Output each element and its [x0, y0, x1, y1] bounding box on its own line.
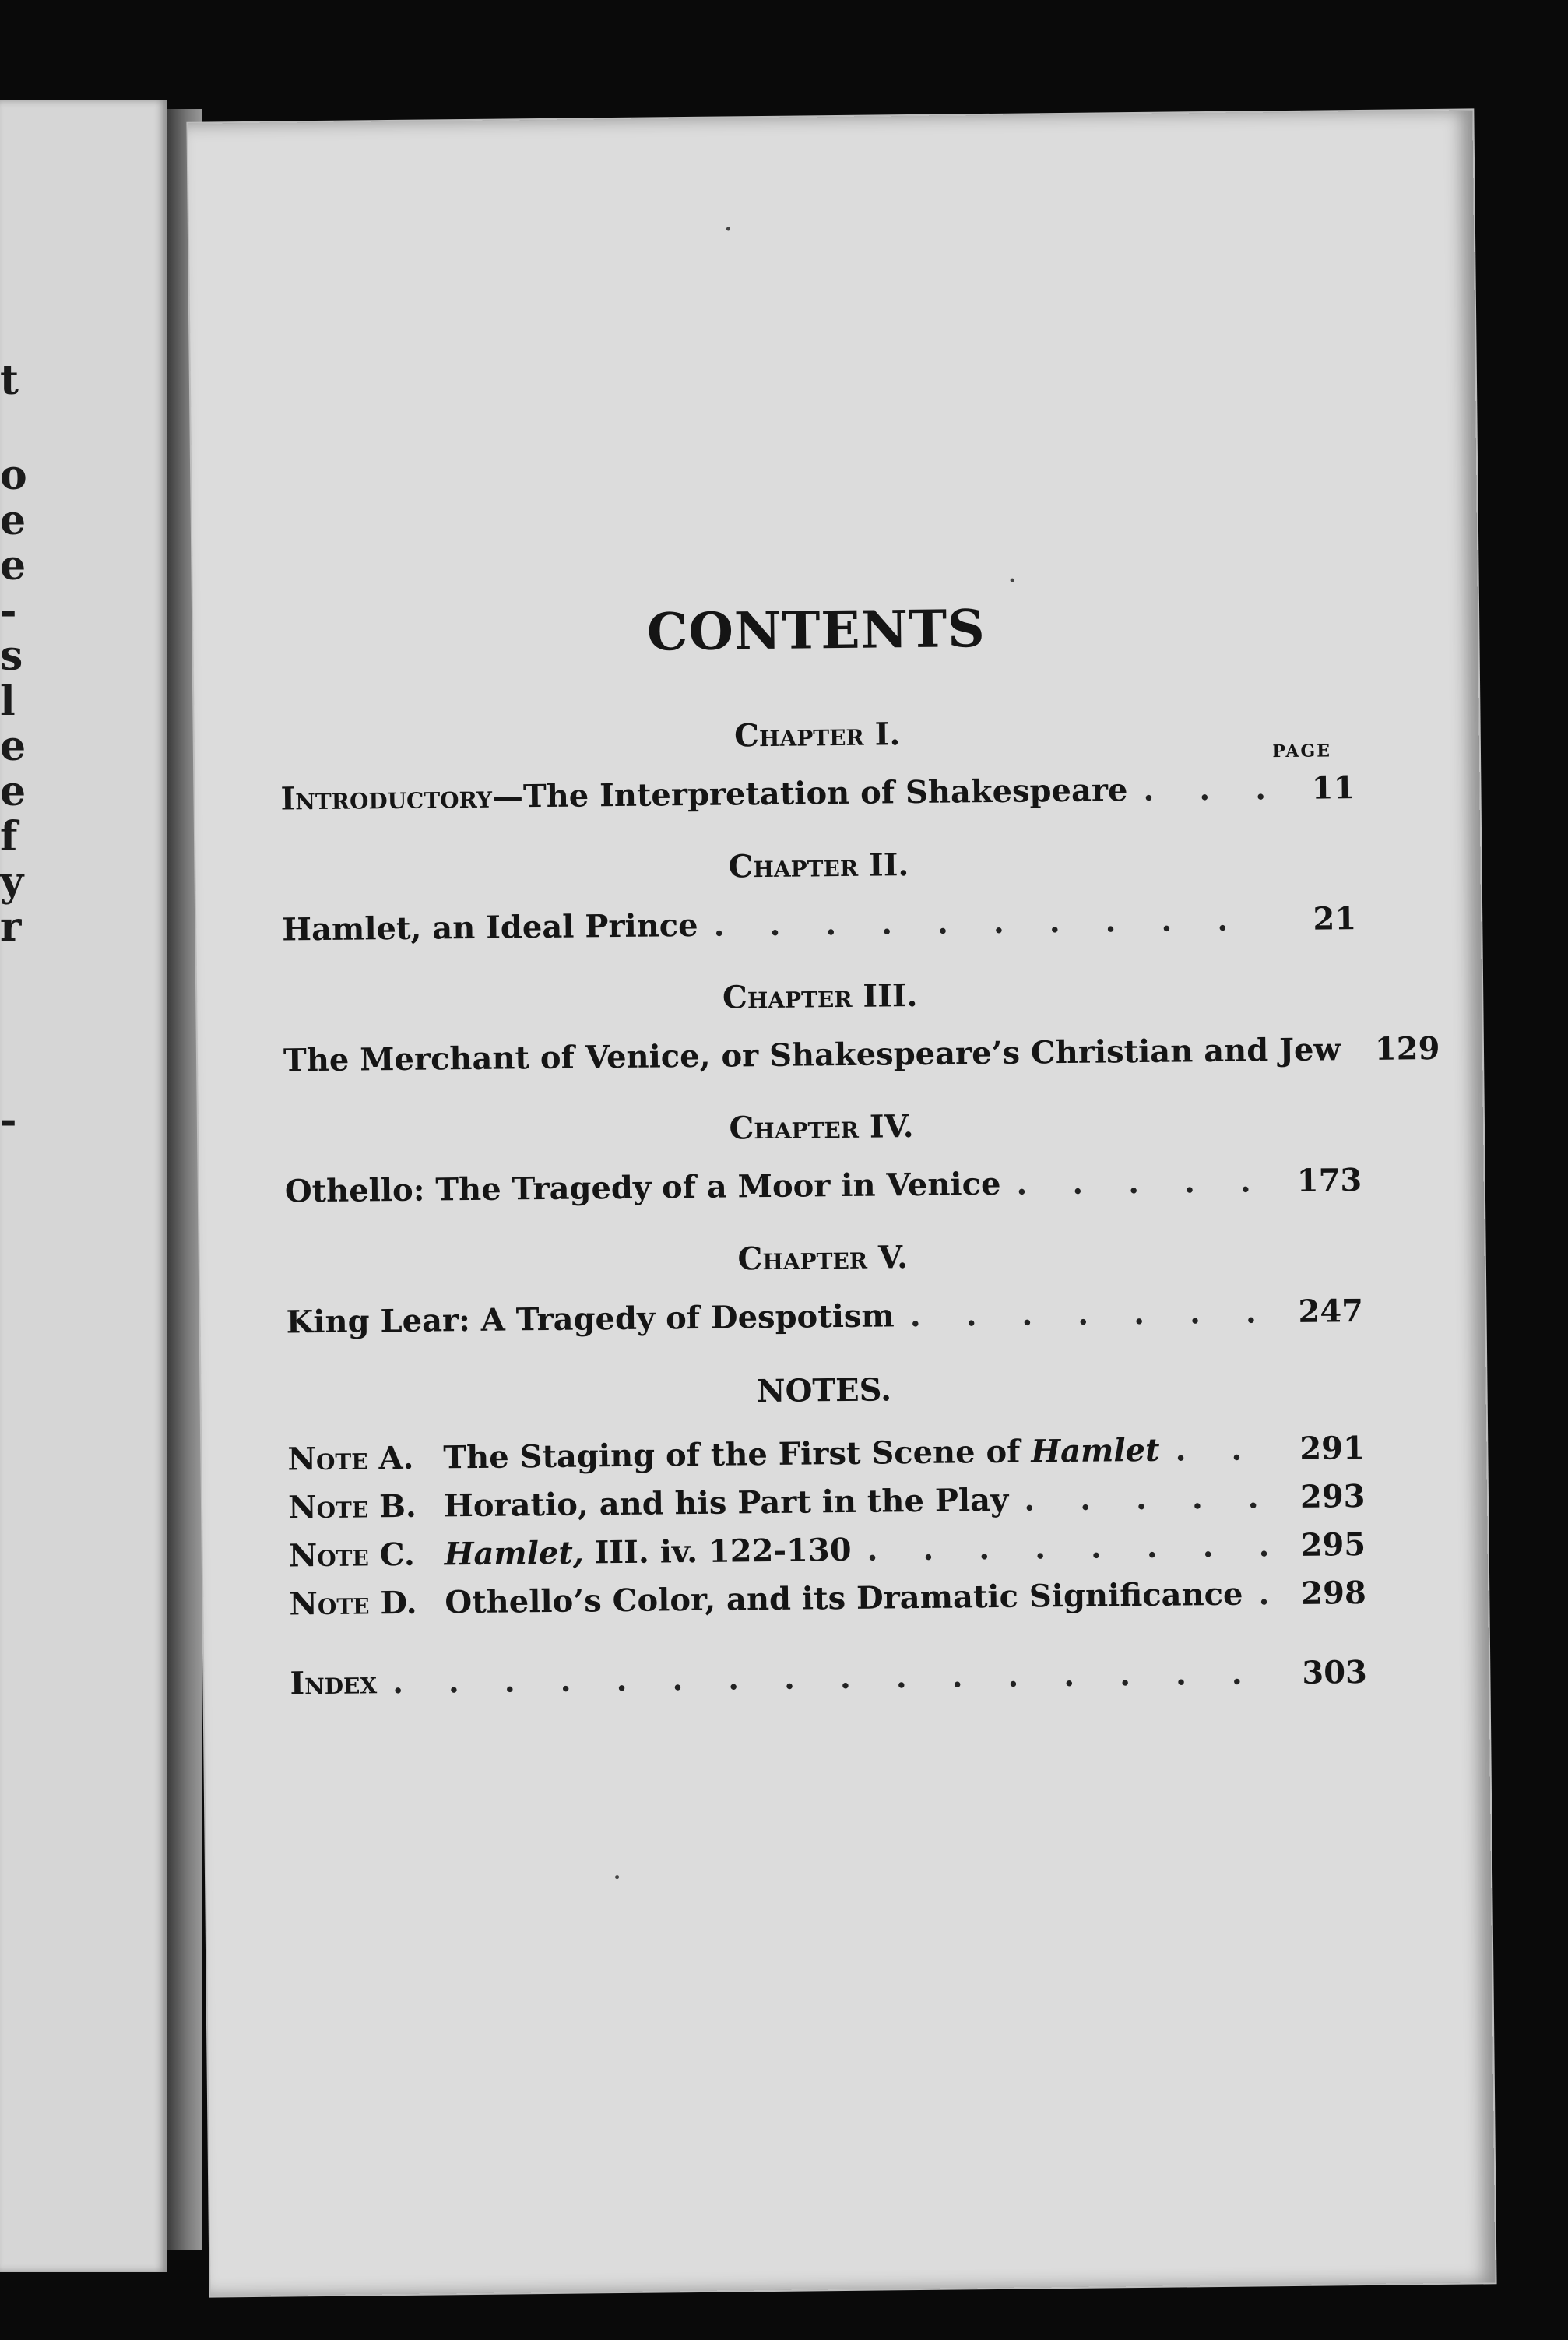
toc-entry — [284, 1156, 1362, 1216]
toc-entry-title: King Lear: A Tragedy of Despotism — [286, 1297, 895, 1341]
leader-dots — [1175, 1425, 1281, 1474]
note-label: Note C. — [288, 1536, 416, 1575]
index-page: 303 — [1302, 1653, 1368, 1691]
note-label: Note B. — [287, 1487, 417, 1526]
chapter-heading: Chapter IV. — [729, 1108, 914, 1147]
toc-entry-title-text: —The Interpretation of Shakespeare — [491, 772, 1128, 815]
toc-entry-page: 11 — [1311, 769, 1355, 807]
left-facing-page — [0, 100, 167, 2272]
left-edge-letter: y — [0, 858, 24, 906]
note-title-italic: Hamlet — [1031, 1431, 1160, 1470]
left-edge-letter: o — [0, 452, 27, 499]
leader-dots — [1258, 1570, 1282, 1618]
note-title-italic: Hamlet, — [444, 1534, 585, 1573]
left-edge-letter: - — [0, 1096, 17, 1144]
note-title-text: Othello’s Color, and its Dramatic Significance — [445, 1575, 1243, 1621]
note-title-after: III. iv. 122-130 — [583, 1531, 852, 1571]
leader-dots — [713, 896, 1275, 950]
left-edge-letter: r — [0, 903, 22, 951]
table-of-contents — [279, 594, 1440, 1708]
index-label: Index — [290, 1664, 378, 1702]
left-edge-letter: l — [0, 677, 16, 725]
leader-dots — [1143, 765, 1274, 815]
index-entry — [290, 1649, 1368, 1708]
notes-heading: NOTES. — [756, 1371, 892, 1410]
chapter-heading: Chapter II. — [728, 846, 909, 885]
chapter-heading: Chapter I. — [733, 716, 901, 755]
paper-speck — [726, 227, 730, 230]
note-page: 295 — [1300, 1525, 1366, 1564]
paper-speck — [615, 1875, 619, 1879]
toc-entry-title: The Merchant of Venice, or Shakespeare’s Christian and Jew — [283, 1031, 1341, 1079]
note-title — [444, 1476, 1009, 1531]
chapter-heading: Chapter V. — [737, 1239, 909, 1278]
left-edge-letter: - — [0, 587, 17, 635]
left-edge-letter: e — [0, 723, 26, 770]
leader-dots — [867, 1522, 1282, 1575]
toc-entry-title — [280, 766, 1128, 823]
leader-dots — [1356, 1026, 1357, 1074]
note-label: Note A. — [287, 1439, 414, 1478]
toc-entry-page: 247 — [1298, 1292, 1364, 1330]
page-column-label: PAGE — [1272, 741, 1332, 762]
chapter-heading: Chapter III. — [722, 976, 918, 1016]
note-entry — [289, 1569, 1367, 1628]
toc-entry-page: 129 — [1374, 1029, 1440, 1068]
note-title-text: Horatio, and his Part in the Play — [443, 1481, 1009, 1525]
left-edge-letter: e — [0, 768, 26, 815]
leader-dots — [1016, 1157, 1278, 1209]
left-edge-letter: f — [0, 813, 18, 860]
note-label: Note D. — [289, 1584, 417, 1623]
left-edge-letter: e — [0, 542, 26, 589]
toc-entry-title: Hamlet, an Ideal Prince — [282, 906, 698, 948]
left-edge-letter: t — [0, 357, 19, 404]
leader-dots — [909, 1288, 1279, 1340]
toc-entry — [286, 1287, 1364, 1346]
contents-page — [188, 110, 1495, 2296]
note-title — [445, 1571, 1243, 1627]
toc-entry — [283, 1026, 1440, 1085]
toc-entry — [280, 764, 1355, 823]
page-title: CONTENTS — [646, 598, 986, 663]
toc-entry-page: 21 — [1313, 900, 1357, 938]
toc-entry-title-prefix: Introductory — [280, 778, 493, 818]
note-page: 291 — [1299, 1429, 1366, 1467]
note-title-text: The Staging of the First Scene of — [443, 1433, 1032, 1476]
paper-speck — [1011, 579, 1014, 582]
leader-dots — [392, 1649, 1284, 1707]
note-title — [443, 1427, 1160, 1483]
note-page: 298 — [1301, 1574, 1367, 1612]
toc-entry — [282, 895, 1357, 954]
note-page: 293 — [1299, 1477, 1366, 1515]
left-edge-letter: s — [0, 632, 23, 680]
left-edge-letter: e — [0, 497, 26, 544]
leader-dots — [1024, 1473, 1281, 1524]
toc-entry-page: 173 — [1296, 1162, 1362, 1199]
note-title — [444, 1526, 851, 1578]
toc-entry-title: Othello: The Tragedy of a Moor in Venice — [284, 1165, 1001, 1210]
